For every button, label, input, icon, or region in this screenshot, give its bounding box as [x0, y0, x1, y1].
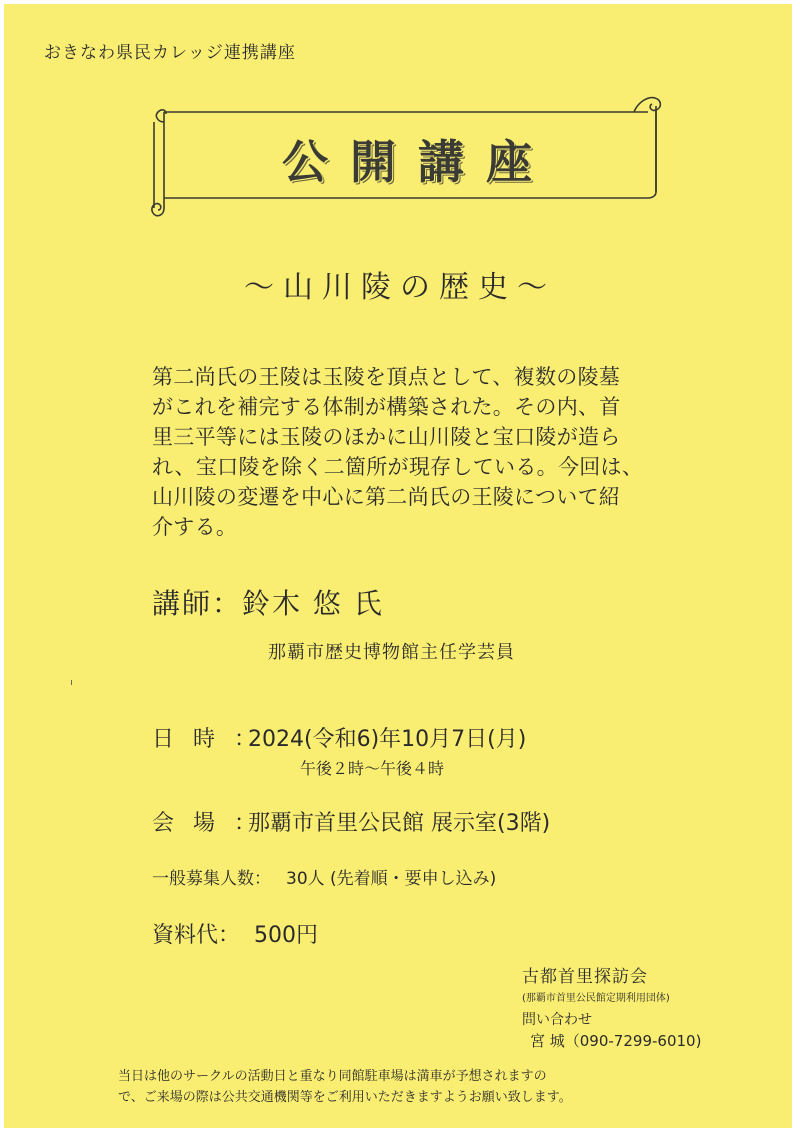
description-line: 山川陵の変遷を中心に第二尚氏の王陵について紹: [152, 485, 621, 509]
lecture-description: [152, 362, 643, 542]
organizer-note: (那覇市首里公民館定期利用団体): [522, 993, 670, 1004]
date-label: 日 時 ：: [152, 727, 262, 752]
banner-title: 公開講座: [282, 135, 554, 189]
description-line: 介する。: [152, 515, 238, 539]
contact-label: 問い合わせ: [522, 1012, 592, 1028]
description-line: れ、宝口陵を除く二箇所が現存している。今回は、: [152, 455, 644, 479]
contact-value: 宮 城（090-7299-6010): [530, 1032, 702, 1050]
fee-value: 500円: [254, 923, 318, 948]
notice-line: 当日は他のサークルの活動日と重なり同館駐車場は満車が予想されますの: [118, 1069, 547, 1084]
title-scroll-banner: [148, 92, 666, 220]
organizer-name: 古都首里探訪会: [522, 967, 648, 987]
venue-value: 那覇市首里公民館 展示室(3階): [248, 811, 551, 836]
scan-speck: [71, 680, 72, 685]
description-line: 里三平等には玉陵のほかに山川陵と宝口陵が造ら: [152, 425, 621, 449]
lecturer-title: 那覇市歴史博物館主任学芸員: [268, 642, 515, 663]
parking-notice: [118, 1066, 572, 1108]
notice-line: で、ご来場の際は公共交通機関等をご利用いただきますようお願い致します。: [118, 1090, 572, 1105]
venue-label: 会 場 ：: [152, 811, 262, 836]
header-organization: おきなわ県民カレッジ連携講座: [44, 43, 296, 63]
date-value: 2024(令和6)年10月7日(月): [248, 727, 527, 752]
description-line: がこれを補完する体制が構築された。その内、首: [152, 395, 621, 419]
time-value: 午後２時～午後４時: [300, 759, 445, 778]
fee-label: 資料代：: [152, 923, 241, 948]
capacity-value: 30人 (先着順・要申し込み): [286, 869, 497, 889]
lecturer-name: 講師：鈴木 悠 氏: [152, 587, 384, 620]
lecture-subtitle: ～山川陵の歴史～: [244, 270, 556, 305]
capacity-label: 一般募集人数：: [152, 869, 271, 889]
description-line: 第二尚氏の王陵は玉陵を頂点として、複数の陵墓: [152, 365, 621, 389]
